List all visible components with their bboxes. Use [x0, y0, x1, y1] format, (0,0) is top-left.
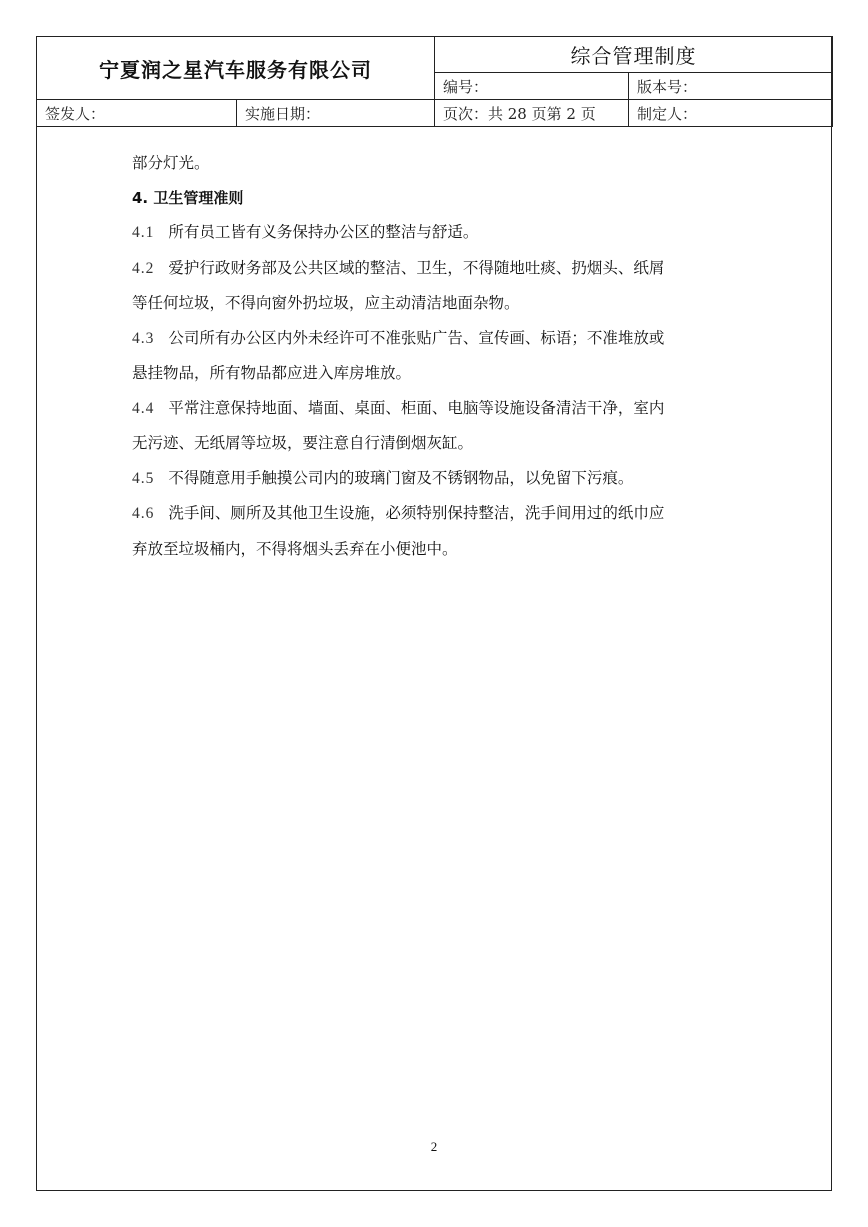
list-item	[132, 321, 744, 357]
document-body	[132, 146, 744, 566]
issuer-label: 签发人：	[45, 104, 106, 123]
list-item	[132, 461, 744, 497]
section-heading: 4. 卫生管理准则	[132, 188, 244, 207]
company-name: 宁夏润之星汽车服务有限公司	[37, 37, 435, 100]
page-info: 页次：共 28 页第 2 页	[443, 104, 596, 123]
version-label: 版本号：	[637, 77, 698, 96]
item-number: 4.2	[132, 259, 155, 277]
list-item-continuation: 弃放至垃圾桶内，不得将烟头丢弃在小便池中。	[132, 539, 458, 558]
author-field	[629, 100, 833, 127]
item-number: 4.3	[132, 329, 155, 347]
item-text: 平常注意保持地面、墙面、桌面、柜面、电脑等设施设备清洁干净，室内	[168, 398, 665, 417]
list-item-continuation: 等任何垃圾，不得向窗外扔垃圾，应主动清洁地面杂物。	[132, 294, 520, 312]
list-item	[132, 215, 744, 251]
continuation-text: 部分灯光。	[132, 154, 210, 172]
document-header-table	[36, 36, 833, 127]
doc-number-field	[435, 73, 629, 100]
list-item	[132, 391, 744, 427]
document-title: 综合管理制度	[435, 37, 833, 73]
page-number: 2	[430, 1139, 438, 1154]
page-info-field	[435, 100, 629, 127]
item-number: 4.1	[132, 224, 155, 241]
item-number: 4.5	[132, 469, 155, 487]
effective-date-label: 实施日期：	[245, 104, 321, 123]
author-label: 制定人：	[637, 104, 698, 123]
doc-number-label: 编号：	[443, 77, 489, 96]
item-text: 公司所有办公区内外未经许可不准张贴广告、宣传画、标语；不准堆放或	[168, 328, 665, 347]
effective-date-field	[237, 100, 435, 127]
list-item-continuation: 悬挂物品，所有物品都应进入库房堆放。	[132, 364, 412, 382]
item-number: 4.6	[132, 505, 155, 522]
item-text: 洗手间、厕所及其他卫生设施，必须特别保持整洁，洗手间用过的纸巾应	[168, 504, 665, 522]
item-number: 4.4	[132, 399, 155, 417]
issuer-field	[37, 100, 237, 127]
item-text: 爱护行政财务部及公共区域的整洁、卫生，不得随地吐痰、扔烟头、纸屑	[168, 258, 665, 277]
list-item	[132, 496, 744, 532]
list-item-continuation: 无污迹、无纸屑等垃圾，要注意自行清倒烟灰缸。	[132, 434, 474, 452]
item-text: 所有员工皆有义务保持办公区的整洁与舒适。	[168, 223, 479, 241]
version-field	[629, 73, 833, 100]
list-item	[132, 251, 744, 287]
item-text: 不得随意用手触摸公司内的玻璃门窗及不锈钢物品，以免留下污痕。	[168, 468, 634, 487]
